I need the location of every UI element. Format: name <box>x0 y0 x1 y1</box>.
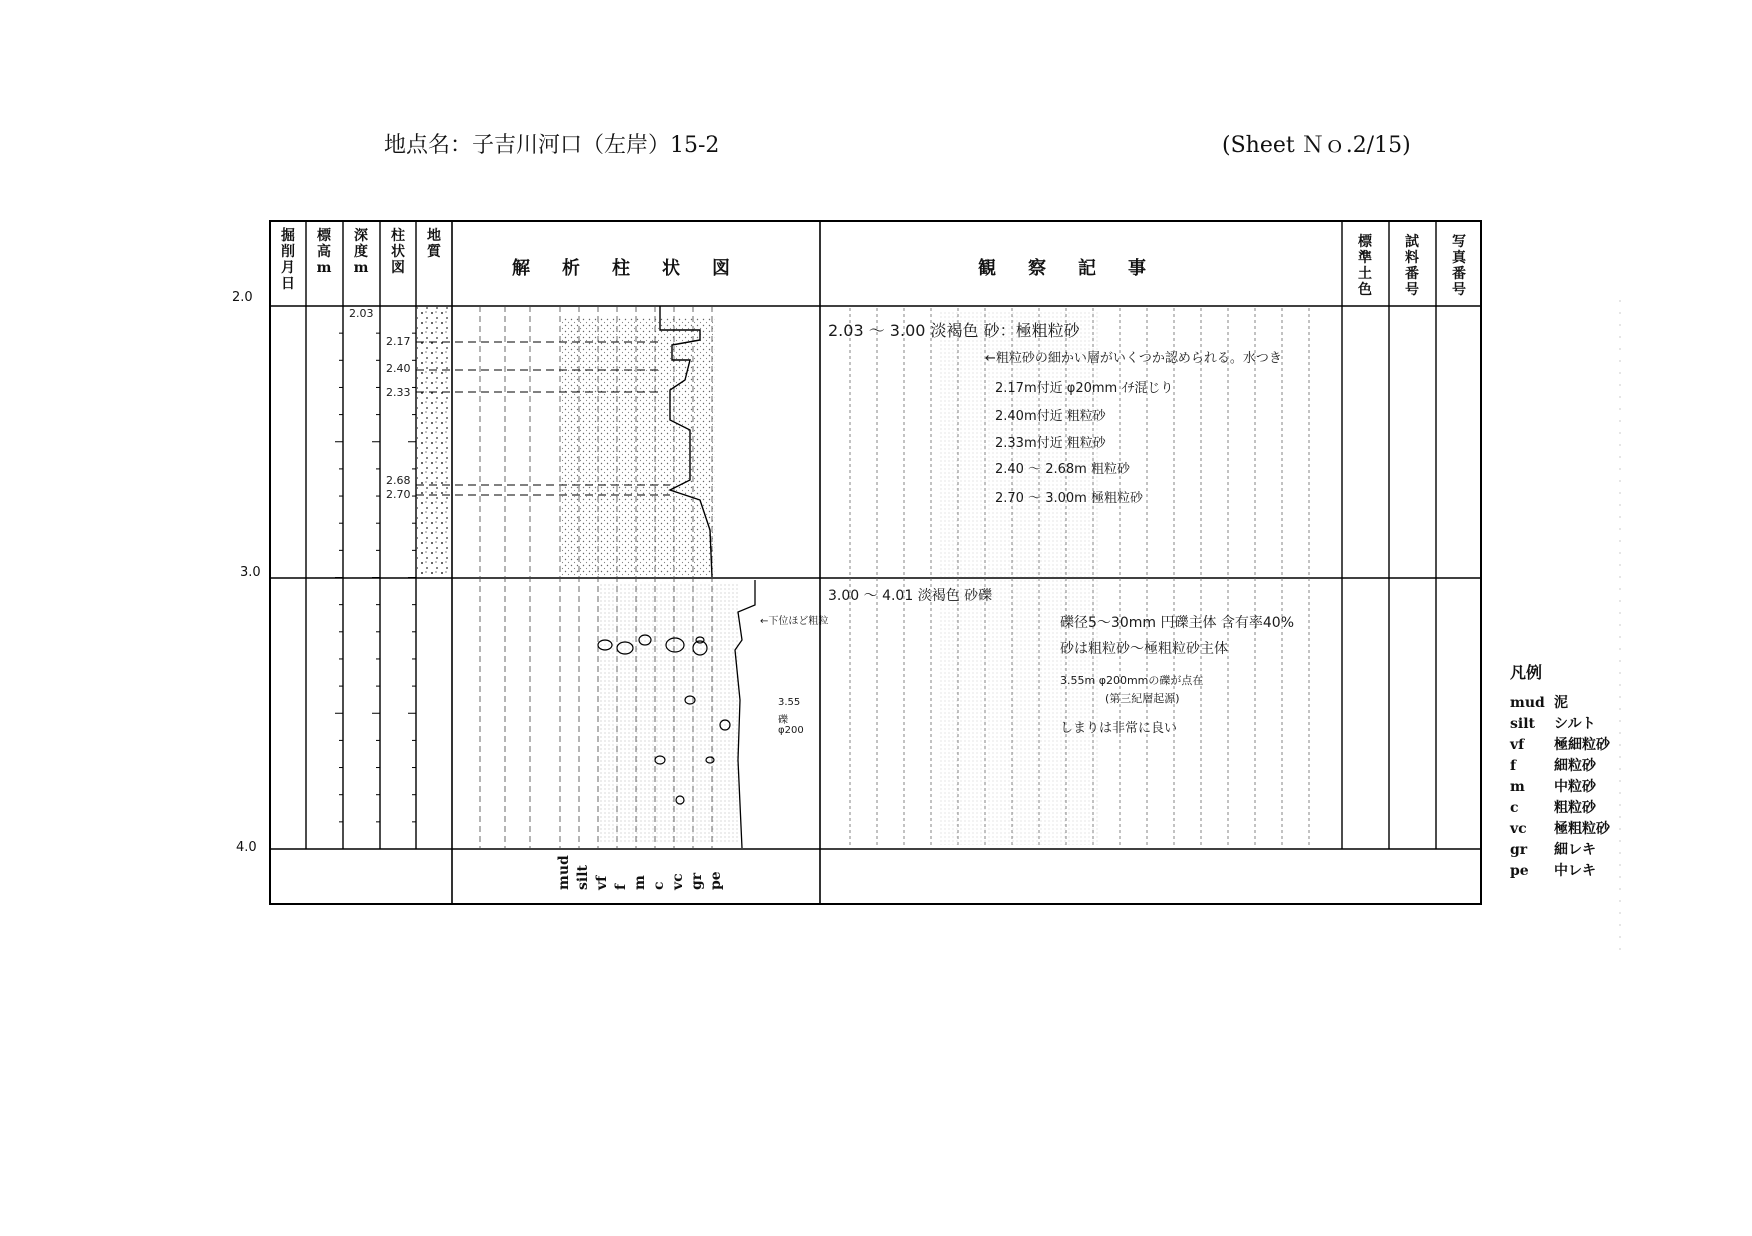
legend-description: 粗粒砂 <box>1554 800 1596 816</box>
legend-code: mud <box>1510 695 1545 711</box>
legend-description: シルト <box>1554 716 1596 732</box>
note-upper-6: 2.40 ～ 2.68m 粗粒砂 <box>995 462 1130 477</box>
sheet-number: (Sheet Ｎｏ.2/15) <box>1222 133 1411 158</box>
header-photo-number: 写 真 番 号 <box>1452 234 1466 298</box>
header-geology: 地 質 <box>427 228 441 260</box>
legend-code: silt <box>1510 716 1535 732</box>
note-upper-1: 2.03 ～ 3.00 淡褐色 砂：極粗粒砂 <box>828 321 1080 340</box>
annotation-depth-3-55: 3.55 <box>778 697 801 708</box>
legend-item-c <box>1510 797 1596 817</box>
legend-code: pe <box>1510 863 1529 879</box>
grain-label-c: c <box>651 881 667 890</box>
note-upper-4: 2.40m付近 粗粒砂 <box>995 409 1106 424</box>
depth-label-3-0: 3.0 <box>240 565 261 580</box>
note-lower-5: (第三紀層起源) <box>1105 692 1180 705</box>
note-upper-3: 2.17m付近 φ20mm ｲﾁ混じり <box>995 381 1174 396</box>
legend-description: 細粒砂 <box>1554 758 1596 774</box>
legend-code: m <box>1510 779 1525 795</box>
header-analysis-column: 解析柱状図 <box>512 258 762 279</box>
note-lower-1: 3.00 ～ 4.01 淡褐色 砂礫 <box>828 588 993 604</box>
legend-item-vc <box>1510 818 1610 838</box>
depth-mark-2: 2.40 <box>386 362 411 375</box>
header-sample-number: 試 料 番 号 <box>1405 234 1419 298</box>
legend-item-gr <box>1510 839 1596 859</box>
legend-description: 極細粒砂 <box>1554 737 1610 753</box>
legend-item-mud <box>1510 692 1568 712</box>
legend-code: c <box>1510 800 1519 816</box>
legend-description: 細レキ <box>1554 842 1596 858</box>
legend-item-silt <box>1510 713 1596 733</box>
note-upper-2: ←粗粒砂の細かい層がいくつか認められる。水つき <box>985 351 1282 366</box>
depth-mark-3: 2.33 <box>386 386 411 399</box>
grain-label-pe: pe <box>708 871 724 890</box>
header-observation-notes: 観察記事 <box>978 258 1178 279</box>
legend-code: vf <box>1510 737 1525 753</box>
header-depth: 深 度 m <box>353 228 369 276</box>
annotation-coarsening: ←下位ほど粗粒 <box>760 616 829 627</box>
legend-description: 極粗粒砂 <box>1554 821 1610 837</box>
annotation-gravel: 礫 <box>778 715 788 726</box>
legend-code: gr <box>1510 842 1528 858</box>
grain-label-silt: silt <box>575 865 591 890</box>
note-lower-2: 礫径5～30mm 円礫主体 含有率40% <box>1060 615 1295 631</box>
grain-label-m: m <box>632 875 648 890</box>
legend-item-pe <box>1510 860 1596 880</box>
legend-item-f <box>1510 755 1596 775</box>
note-lower-6: しまりは非常に良い <box>1060 721 1178 736</box>
legend-description: 中レキ <box>1554 863 1596 879</box>
header-excavation-date: 掘 削 月 日 <box>281 228 295 292</box>
header-elevation: 標 高 m <box>316 228 332 276</box>
grain-label-mud: mud <box>556 855 572 890</box>
note-lower-3: 砂は粗粒砂～極粗粒砂主体 <box>1060 641 1228 657</box>
legend-item-vf <box>1510 734 1610 754</box>
legend-code: vc <box>1510 821 1527 837</box>
note-upper-7: 2.70 ～ 3.00m 極粗粒砂 <box>995 491 1143 506</box>
legend-code: f <box>1510 758 1517 774</box>
legend-description: 中粒砂 <box>1554 779 1596 795</box>
annotation-diameter: φ200 <box>778 725 804 736</box>
note-upper-5: 2.33m付近 粗粒砂 <box>995 436 1106 451</box>
legend-item-m <box>1510 776 1596 796</box>
note-lower-4: 3.55m φ200mmの礫が点在 <box>1060 674 1204 687</box>
depth-mark-start: 2.03 <box>349 307 374 320</box>
legend-title: 凡例 <box>1510 663 1543 682</box>
grain-label-gr: gr <box>689 872 705 890</box>
depth-mark-5: 2.70 <box>386 488 411 501</box>
grain-label-f: f <box>613 883 629 890</box>
depth-mark-1: 2.17 <box>386 335 411 348</box>
depth-mark-4: 2.68 <box>386 474 411 487</box>
depth-label-4-0: 4.0 <box>236 840 257 855</box>
depth-label-2-0: 2.0 <box>232 290 253 305</box>
grain-label-vc: vc <box>670 873 686 890</box>
site-name: 地点名：子吉川河口（左岸）15-2 <box>384 133 720 158</box>
header-standard-soil-color: 標 準 土 色 <box>1358 234 1372 298</box>
grain-label-vf: vf <box>594 875 610 890</box>
legend-description: 泥 <box>1554 695 1568 711</box>
header-column-diagram: 柱 状 図 <box>391 228 405 276</box>
